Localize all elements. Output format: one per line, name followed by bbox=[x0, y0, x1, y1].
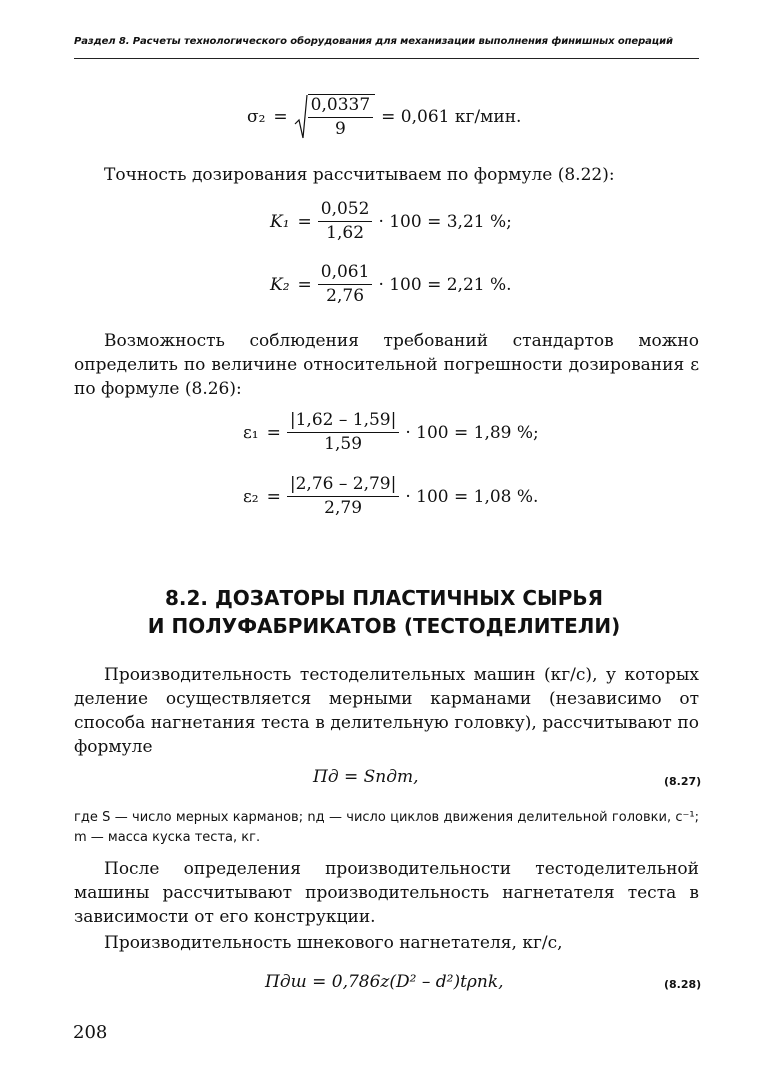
section-title bbox=[0, 584, 768, 640]
page-number: 208 bbox=[73, 1022, 108, 1043]
formula-legend: где S — число мерных карманов; nд — число циклов движения делительной головки, с⁻¹; m — масса куска теста, кг. bbox=[74, 810, 699, 845]
eq-denominator: 2,79 bbox=[324, 498, 363, 518]
equation-8-28: Пдш = 0,786z(D² – d²)tρnk, bbox=[265, 972, 504, 992]
eq-denominator: 2,76 bbox=[326, 286, 365, 306]
eq-numerator: 0,061 bbox=[318, 262, 373, 285]
eq-lhs: K₁ bbox=[270, 211, 290, 232]
equation-k1 bbox=[270, 199, 512, 244]
eq-sign: = bbox=[297, 274, 312, 295]
eq-lhs: ε₁ bbox=[243, 422, 259, 443]
eq-sign: = bbox=[273, 107, 288, 127]
equation-number-8-27: (8.27) bbox=[664, 775, 702, 788]
eq-numerator: 0,0337 bbox=[308, 95, 373, 118]
eq-sign: = bbox=[297, 211, 312, 232]
eq-result: · 100 = 1,08 %. bbox=[405, 486, 539, 507]
eq-result: · 100 = 3,21 %; bbox=[378, 211, 512, 232]
section-title-line1: 8.2. ДОЗАТОРЫ ПЛАСТИЧНЫХ СЫРЬЯ bbox=[164, 586, 604, 610]
eq-denominator: 9 bbox=[335, 119, 346, 139]
eq-lhs: σ₂ bbox=[247, 107, 266, 127]
eq-lhs: K₂ bbox=[270, 274, 290, 295]
header-rule bbox=[74, 58, 699, 59]
paragraph-productivity: Производительность тестоделительных машин (кг/с), у которых деление осуществляется мерными карманами (независимо от способа нагнетания теста в делительную головку), рассчитывают по формуле bbox=[74, 665, 699, 757]
equation-number-8-28: (8.28) bbox=[664, 978, 702, 991]
equation-k2 bbox=[270, 262, 512, 307]
section-title-line2: И ПОЛУФАБРИКАТОВ (ТЕСТОДЕЛИТЕЛИ) bbox=[147, 614, 621, 638]
eq-numerator: |1,62 – 1,59| bbox=[287, 410, 399, 433]
eq-denominator: 1,59 bbox=[324, 434, 363, 454]
eq-numerator: 0,052 bbox=[318, 199, 373, 222]
eq-result: · 100 = 2,21 %. bbox=[378, 274, 512, 295]
eq-numerator: |2,76 – 2,79| bbox=[287, 474, 399, 497]
equation-8-27: Пд = Snдm, bbox=[313, 767, 419, 787]
eq-result: = 0,061 кг/мин. bbox=[381, 107, 522, 127]
running-header: Раздел 8. Расчеты технологического оборудования для механизации выполнения финишных операций bbox=[74, 36, 673, 47]
paragraph-screw-injector: Производительность шнекового нагнетателя, кг/с, bbox=[104, 933, 563, 953]
eq-lhs: ε₂ bbox=[243, 486, 259, 507]
eq-denominator: 1,62 bbox=[326, 223, 365, 243]
equation-epsilon2 bbox=[243, 474, 538, 519]
eq-sign: = bbox=[266, 486, 281, 507]
paragraph-accuracy: Точность дозирования рассчитываем по формуле (8.22): bbox=[104, 165, 615, 185]
equation-sigma2 bbox=[247, 94, 521, 140]
equation-epsilon1 bbox=[243, 410, 539, 455]
sqrt-sign bbox=[294, 94, 375, 140]
paragraph-after-determination: После определения производительности тестоделительной машины рассчитывают производительность нагнетателя теста в зависимости от его конструкции. bbox=[74, 859, 699, 927]
eq-result: · 100 = 1,89 %; bbox=[405, 422, 539, 443]
eq-sign: = bbox=[266, 422, 281, 443]
paragraph-standards: Возможность соблюдения требований стандартов можно определить по величине относительной погрешности дозирования ε по формуле (8.26): bbox=[74, 331, 699, 399]
